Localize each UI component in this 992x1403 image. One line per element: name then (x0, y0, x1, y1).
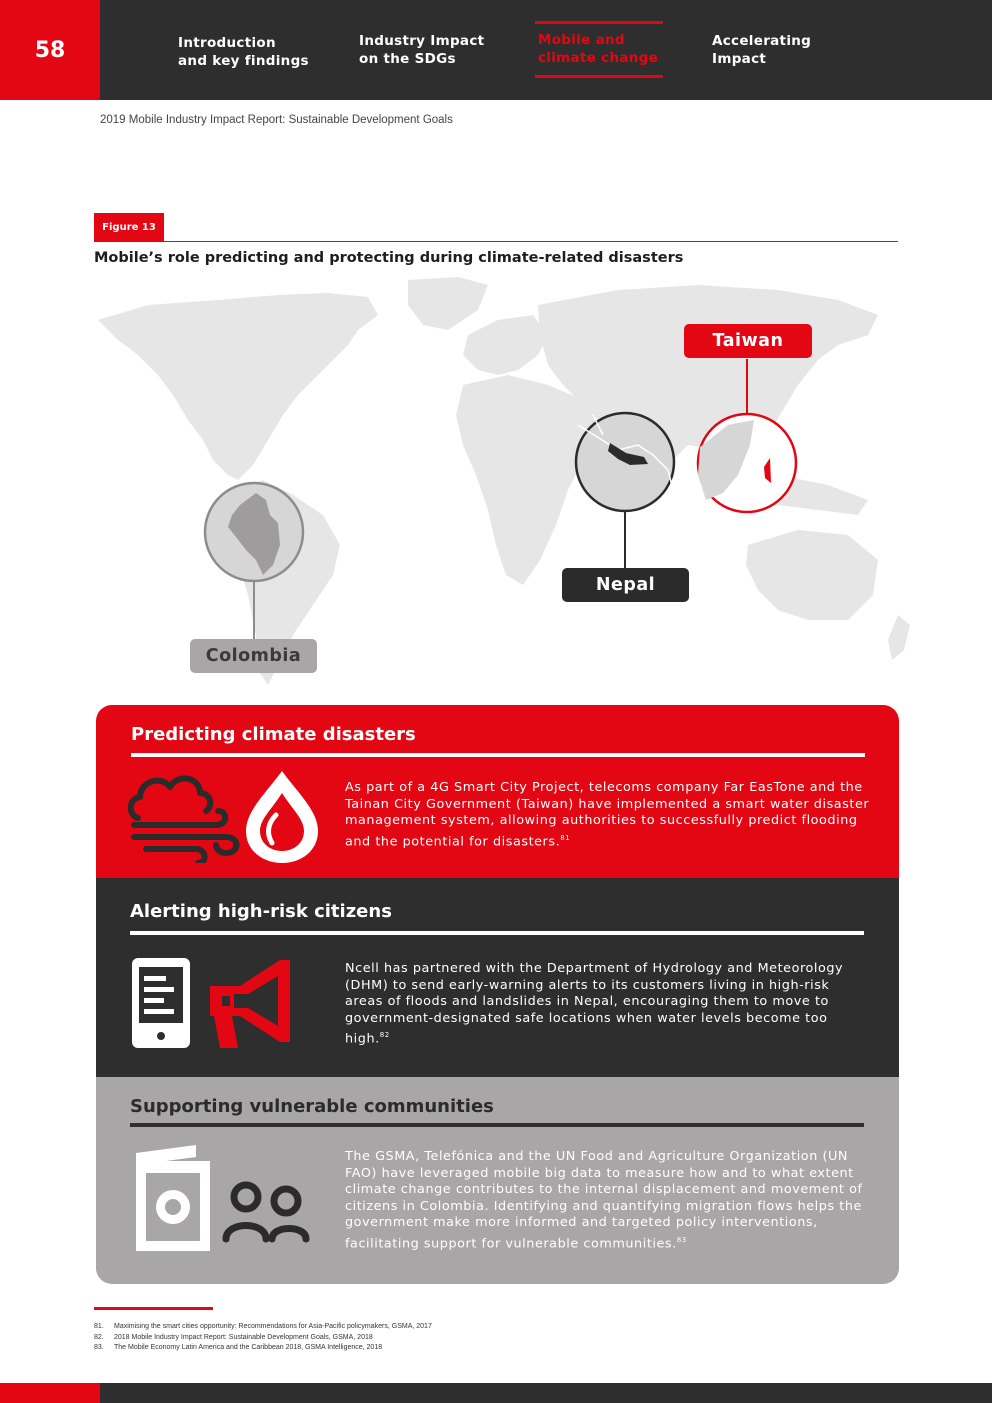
supporting-heading: Supporting vulnerable communities (130, 1096, 494, 1117)
nav-introduction[interactable] (178, 34, 309, 70)
footnote-82-text: 2018 Mobile Industry Impact Report: Sustainable Development Goals, GSMA, 2018 (114, 1333, 373, 1341)
page-number: 58 (0, 0, 100, 100)
supporting-rule (130, 1123, 864, 1127)
predicting-icons (126, 763, 326, 863)
header-bar (0, 0, 992, 100)
figure-title: Mobile’s role predicting and protecting during climate-related disasters (94, 250, 684, 266)
mobile-phone-icon (132, 958, 190, 1048)
nav-industry-impact[interactable] (359, 32, 484, 68)
figure-rule (94, 241, 898, 242)
alerting-panel (96, 878, 899, 1077)
nav-industry-impact-line1: Industry Impact (359, 33, 485, 49)
footnote-81-number: 81. (94, 1323, 104, 1330)
nav-mobile-climate-line1: Mobile and (538, 32, 625, 48)
alerting-body-text: Ncell has partnered with the Department of Hydrology and Meteorology (DHM) to send early-warning alerts to its customers living in high-risk areas of floods and landslides in Nepal, encouraging them to move to government-designated safe locations when water levels become too high. (345, 961, 844, 1047)
alerting-rule (130, 931, 864, 935)
predicting-footnote-ref[interactable]: 81 (560, 833, 571, 842)
predicting-panel (96, 705, 899, 878)
predicting-heading: Predicting climate disasters (131, 724, 416, 745)
africa-shape (456, 375, 598, 585)
nav-mobile-climate[interactable] (535, 21, 663, 78)
nav-accelerating-impact[interactable] (712, 32, 811, 68)
bottom-bar (0, 1383, 992, 1403)
north-america-shape (98, 293, 378, 480)
footnote-81 (94, 1322, 432, 1333)
people-icon (226, 1185, 306, 1239)
storm-wind-icon (131, 778, 237, 863)
nav-introduction-line1: Introduction (178, 35, 276, 51)
footnote-83-number: 83. (94, 1344, 104, 1351)
taiwan-label: Taiwan (684, 324, 812, 358)
nav-mobile-climate-line2: climate change (538, 50, 659, 66)
footnote-83-text: The Mobile Economy Latin America and the Caribbean 2018, GSMA Intelligence, 2018 (114, 1344, 383, 1351)
greenland-shape (408, 277, 488, 330)
supporting-footnote-ref[interactable]: 83 (676, 1235, 687, 1244)
footnote-83 (94, 1343, 432, 1354)
figure-tag: Figure 13 (94, 213, 164, 242)
predicting-rule (131, 753, 865, 757)
predicting-body (345, 780, 870, 851)
supporting-body (345, 1149, 870, 1253)
nav-accelerating-impact-line1: Accelerating (712, 33, 812, 49)
colombia-label: Colombia (190, 639, 317, 673)
supporting-body-text: The GSMA, Telefónica and the UN Food and Agriculture Organization (UN FAO) have leveraged mobile big data to measure how and to what extent climate change contributes to the internal displacement and movement of citizens in Colombia. Identifying and quantifying migration flows helps the government make more informed and targeted policy interventions, facilitating support for vulnerable communities. (345, 1149, 863, 1252)
megaphone-icon (210, 960, 290, 1048)
footnote-rule (94, 1307, 213, 1310)
water-drop-icon (246, 771, 318, 863)
nav-industry-impact-line2: on the SDGs (359, 51, 456, 67)
nepal-callout (576, 413, 674, 568)
nav-accelerating-impact-line2: Impact (712, 51, 767, 67)
footnote-82-number: 82. (94, 1333, 104, 1341)
bottom-bar-accent (0, 1383, 100, 1403)
report-title: 2019 Mobile Industry Impact Report: Sustainable Development Goals (100, 114, 453, 126)
footnote-82 (94, 1333, 432, 1344)
australia-shape (746, 530, 878, 620)
alerting-body (345, 961, 870, 1048)
nav-introduction-line2: and key findings (178, 53, 309, 69)
nepal-label: Nepal (562, 568, 689, 602)
new-zealand-shape (888, 615, 910, 660)
alerting-heading: Alerting high-risk citizens (130, 901, 392, 922)
passport-icon (136, 1145, 210, 1251)
predicting-body-text: As part of a 4G Smart City Project, telecoms company Far EasTone and the Tainan City Government (Taiwan) have implemented a smart water disaster management system, allowing authorities to successfully predict flooding and the potential for disasters. (345, 780, 870, 850)
supporting-panel (96, 1077, 899, 1284)
europe-shape (463, 315, 548, 375)
alerting-icons (130, 956, 330, 1052)
footnotes (94, 1322, 432, 1354)
footnote-81-text: Maximising the smart cities opportunity: Recommendations for Asia-Pacific policymakers, GSMA, 2017 (114, 1323, 432, 1330)
supporting-icons (134, 1143, 324, 1253)
alerting-footnote-ref[interactable]: 82 (379, 1031, 390, 1040)
